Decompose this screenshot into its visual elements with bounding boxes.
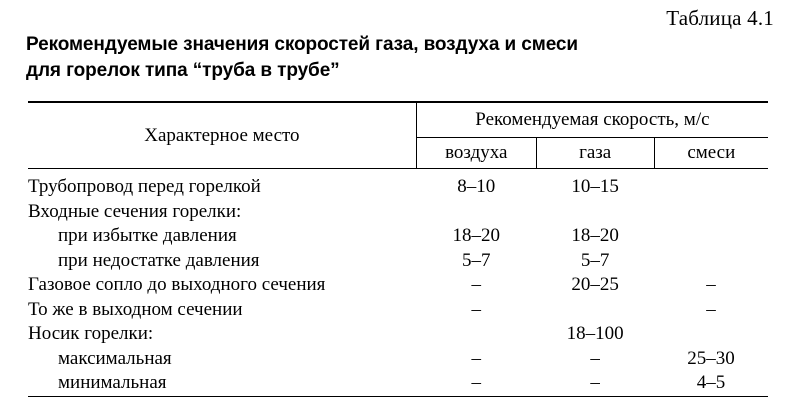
header-air: воздуха (416, 138, 536, 169)
row-mix (654, 249, 768, 274)
row-place: минимальная (28, 371, 416, 396)
row-air: 5–7 (462, 249, 491, 271)
header-row-top (28, 102, 768, 138)
row-mix: – (706, 274, 716, 295)
row-mix: 4–5 (654, 371, 768, 396)
row-air (416, 200, 536, 225)
table-row (28, 371, 768, 396)
table-row (28, 224, 768, 249)
table-row (28, 249, 768, 274)
row-air: – (471, 298, 482, 320)
header-gas: газа (536, 138, 654, 169)
table-number: Таблица 4.1 (666, 6, 774, 30)
row-place: Носик горелки: (28, 323, 154, 344)
row-air: 18–20 (452, 225, 501, 246)
row-gas: 10–15 (571, 176, 619, 197)
table-row (28, 347, 768, 372)
row-gas (536, 200, 654, 225)
table-row (28, 273, 768, 298)
row-gas: 18–20 (571, 225, 619, 246)
row-air (416, 322, 536, 347)
table-row (28, 322, 768, 347)
row-place: максимальная (58, 347, 172, 369)
row-gas (536, 298, 654, 323)
caption-line-2: для горелок типа “труба в трубе” (26, 60, 340, 81)
table-caption (26, 32, 578, 84)
row-place: Газовое сопло до выходного сечения (28, 274, 326, 295)
row-gas: 18–100 (566, 323, 624, 344)
row-air: – (471, 347, 482, 369)
table-row (28, 298, 768, 323)
row-place: при избытке давления (58, 225, 237, 246)
row-place: Трубопровод перед горелкой (28, 176, 261, 197)
row-place: при недостатке давления (58, 249, 260, 271)
caption-line-1: Рекомендуемые значения скоростей газа, воздуха и смеси (26, 34, 578, 55)
row-gas: 5–7 (580, 249, 610, 271)
row-place: То же в выходном сечении (28, 298, 243, 320)
row-air: – (471, 274, 482, 295)
header-mix: смеси (654, 138, 768, 169)
row-air: – (416, 371, 536, 396)
row-gas: – (590, 347, 600, 369)
row-mix: – (706, 298, 716, 320)
row-mix (654, 169, 768, 200)
row-mix (654, 224, 768, 249)
row-air: 8–10 (457, 176, 496, 197)
row-mix: 25–30 (687, 347, 735, 369)
velocity-table (28, 101, 768, 397)
header-place: Характерное место (28, 102, 416, 169)
row-gas: – (536, 371, 654, 396)
row-mix (654, 200, 768, 225)
header-speed: Рекомендуемая скорость, м/с (416, 102, 768, 138)
table-row (28, 200, 768, 225)
row-mix (654, 322, 768, 347)
table-row (28, 169, 768, 200)
row-place: Входные сечения горелки: (28, 200, 242, 222)
row-gas: 20–25 (571, 274, 619, 295)
